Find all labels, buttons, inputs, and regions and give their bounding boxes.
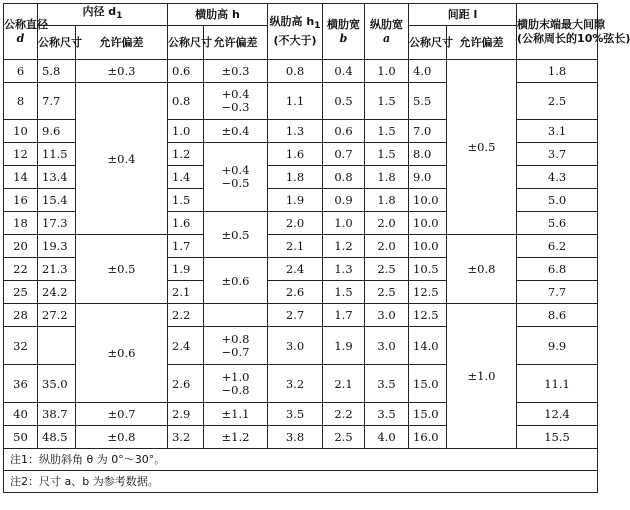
cell-a: 1.8 (365, 166, 409, 189)
header-h-tolerance: 允许偏差 (204, 26, 268, 60)
cell-d1: 7.7 (38, 83, 76, 120)
cell-b: 0.9 (323, 189, 365, 212)
cell-d: 14 (4, 166, 38, 189)
cell-l: 15.0 (409, 403, 447, 426)
tolerance-upper: +0.4 (221, 87, 250, 101)
cell-gap: 1.8 (517, 60, 598, 83)
cell-h1: 2.6 (268, 281, 323, 304)
cell-h1: 1.6 (268, 143, 323, 166)
cell-l-tol: ±1.0 (447, 304, 517, 449)
cell-d: 18 (4, 212, 38, 235)
cell-l: 14.0 (409, 327, 447, 365)
cell-h-tol (204, 143, 268, 212)
cell-h-tol: ±0.3 (204, 60, 268, 83)
header-l-tolerance: 允许偏差 (447, 26, 517, 60)
cell-h: 2.4 (168, 327, 204, 365)
tolerance-lower: −0.3 (221, 100, 250, 114)
cell-gap: 15.5 (517, 426, 598, 449)
tolerance-lower: −0.5 (221, 176, 250, 190)
cell-gap: 11.1 (517, 365, 598, 403)
header-rib-width-symbol: b (339, 31, 348, 45)
cell-gap: 3.1 (517, 120, 598, 143)
cell-a: 3.0 (365, 327, 409, 365)
cell-l: 8.0 (409, 143, 447, 166)
cell-l: 5.5 (409, 83, 447, 120)
cell-h: 1.0 (168, 120, 204, 143)
cell-h1: 0.8 (268, 60, 323, 83)
cell-a: 3.0 (365, 304, 409, 327)
cell-a: 3.5 (365, 403, 409, 426)
cell-b: 0.7 (323, 143, 365, 166)
header-max-gap-note: (公称周长的10%弦长) (517, 31, 630, 45)
tolerance-lower: −0.7 (221, 344, 250, 359)
cell-d1-tol: ±0.4 (76, 83, 168, 235)
cell-h-tol (204, 327, 268, 365)
header-inner-diameter (38, 4, 168, 26)
cell-h1: 3.8 (268, 426, 323, 449)
cell-a: 1.5 (365, 120, 409, 143)
header-d1-size: 公称尺寸 (38, 26, 76, 60)
cell-d: 36 (4, 365, 38, 403)
header-nominal-diameter-label: 公称直径 (4, 17, 48, 31)
cell-h1: 2.1 (268, 235, 323, 258)
cell-d1-empty (38, 327, 76, 365)
cell-a: 3.5 (365, 365, 409, 403)
cell-h: 1.5 (168, 189, 204, 212)
cell-a: 2.0 (365, 212, 409, 235)
cell-b: 1.3 (323, 258, 365, 281)
tolerance-upper: +1.0 (221, 369, 250, 384)
cell-h: 3.2 (168, 426, 204, 449)
cell-b: 2.1 (323, 365, 365, 403)
cell-l: 12.5 (409, 304, 447, 327)
cell-d: 8 (4, 83, 38, 120)
cell-d: 50 (4, 426, 38, 449)
cell-gap: 5.6 (517, 212, 598, 235)
cell-h: 2.1 (168, 281, 204, 304)
cell-d1: 15.4 (38, 189, 76, 212)
cell-h-tol (204, 365, 268, 403)
cell-h-tol (204, 83, 268, 120)
cell-a: 2.0 (365, 235, 409, 258)
table-row (4, 60, 598, 83)
cell-gap: 2.5 (517, 83, 598, 120)
cell-d1: 13.4 (38, 166, 76, 189)
cell-gap: 8.6 (517, 304, 598, 327)
header-nominal-diameter-symbol: d (16, 31, 25, 45)
cell-h: 1.4 (168, 166, 204, 189)
cell-a: 1.8 (365, 189, 409, 212)
header-long-rib-height-note: (不大于) (273, 33, 317, 47)
cell-b: 1.5 (323, 281, 365, 304)
cell-h1: 2.0 (268, 212, 323, 235)
cell-d1: 38.7 (38, 403, 76, 426)
cell-h1: 1.9 (268, 189, 323, 212)
cell-h-tol: ±0.5 (204, 212, 268, 258)
cell-d1: 21.3 (38, 258, 76, 281)
cell-h1: 1.3 (268, 120, 323, 143)
cell-h: 1.7 (168, 235, 204, 258)
cell-h1: 1.1 (268, 83, 323, 120)
cell-l: 10.5 (409, 258, 447, 281)
cell-d1-tol: ±0.3 (76, 60, 168, 83)
cell-gap: 4.3 (517, 166, 598, 189)
cell-d1: 17.3 (38, 212, 76, 235)
cell-d1-tol: ±0.5 (76, 235, 168, 304)
cell-gap: 5.0 (517, 189, 598, 212)
header-l-size: 公称尺寸 (409, 26, 447, 60)
header-rib-height: 横肋高 h (168, 4, 268, 26)
cell-d: 40 (4, 403, 38, 426)
cell-d: 12 (4, 143, 38, 166)
cell-h1: 1.8 (268, 166, 323, 189)
cell-d: 6 (4, 60, 38, 83)
cell-d1: 5.8 (38, 60, 76, 83)
cell-h: 2.6 (168, 365, 204, 403)
cell-b: 1.2 (323, 235, 365, 258)
cell-gap: 6.8 (517, 258, 598, 281)
cell-a: 2.5 (365, 258, 409, 281)
cell-d1: 27.2 (38, 304, 76, 327)
cell-l: 15.0 (409, 365, 447, 403)
cell-d1: 35.0 (38, 365, 76, 403)
note-2: 注2：尺寸 a、b 为参考数据。 (4, 471, 598, 493)
cell-h1: 3.0 (268, 327, 323, 365)
cell-h: 2.9 (168, 403, 204, 426)
cell-gap: 7.7 (517, 281, 598, 304)
header-spacing: 间距 l (409, 4, 517, 26)
table-row (4, 235, 598, 258)
note-1: 注1：纵肋斜角 θ 为 0°～30°。 (4, 449, 598, 471)
cell-d: 22 (4, 258, 38, 281)
cell-l: 10.0 (409, 189, 447, 212)
header-rib-width (323, 4, 365, 60)
header-max-gap-label: 横肋末端最大间隙 (517, 17, 606, 31)
cell-a: 2.5 (365, 281, 409, 304)
note-row (4, 471, 598, 493)
cell-gap: 12.4 (517, 403, 598, 426)
header-rib-width-label: 横肋宽 (327, 17, 361, 31)
cell-b: 0.8 (323, 166, 365, 189)
cell-d1-tol: ±0.8 (76, 426, 168, 449)
tolerance-upper: +0.8 (221, 331, 250, 346)
header-d1-tolerance: 允许偏差 (76, 26, 168, 60)
cell-a: 1.0 (365, 60, 409, 83)
cell-gap: 9.9 (517, 327, 598, 365)
cell-h-tol: ±1.1 (204, 403, 268, 426)
cell-h1: 2.4 (268, 258, 323, 281)
cell-a: 1.5 (365, 143, 409, 166)
cell-l-tol: ±0.8 (447, 235, 517, 304)
header-long-rib-width-symbol: a (382, 31, 391, 45)
cell-b: 2.2 (323, 403, 365, 426)
cell-d1: 48.5 (38, 426, 76, 449)
cell-h1: 3.2 (268, 365, 323, 403)
cell-h: 1.2 (168, 143, 204, 166)
cell-l: 10.0 (409, 212, 447, 235)
cell-d1-tol: ±0.7 (76, 403, 168, 426)
header-long-rib-height-label: 纵肋高 h (269, 15, 315, 29)
cell-l: 16.0 (409, 426, 447, 449)
header-long-rib-width (365, 4, 409, 60)
cell-d: 16 (4, 189, 38, 212)
header-inner-diameter-sub: 1 (116, 10, 123, 22)
rebar-dimension-table (3, 3, 630, 493)
cell-b: 1.7 (323, 304, 365, 327)
cell-gap: 3.7 (517, 143, 598, 166)
header-long-rib-height-sub: 1 (314, 20, 321, 32)
cell-h-tol: ±0.6 (204, 258, 268, 304)
header-nominal-diameter (4, 4, 48, 60)
cell-l: 7.0 (409, 120, 447, 143)
cell-d1: 11.5 (38, 143, 76, 166)
cell-b: 0.4 (323, 60, 365, 83)
cell-l: 12.5 (409, 281, 447, 304)
note-row (4, 449, 598, 471)
cell-gap: 6.2 (517, 235, 598, 258)
cell-d1: 24.2 (38, 281, 76, 304)
cell-d: 25 (4, 281, 38, 304)
cell-d: 10 (4, 120, 38, 143)
header-long-rib-height (268, 4, 323, 60)
header-inner-diameter-label: 内径 d (82, 5, 117, 19)
table-row (4, 304, 598, 327)
cell-d: 20 (4, 235, 38, 258)
cell-h: 2.2 (168, 304, 204, 327)
cell-h: 1.9 (168, 258, 204, 281)
tolerance-lower: −0.8 (221, 382, 250, 397)
header-max-gap (517, 4, 630, 60)
cell-b: 2.5 (323, 426, 365, 449)
cell-h-tol: ±1.2 (204, 426, 268, 449)
cell-b: 0.5 (323, 83, 365, 120)
cell-l: 10.0 (409, 235, 447, 258)
cell-l-tol: ±0.5 (447, 60, 517, 235)
cell-b: 1.0 (323, 212, 365, 235)
cell-b: 1.9 (323, 327, 365, 365)
cell-a: 4.0 (365, 426, 409, 449)
cell-a: 1.5 (365, 83, 409, 120)
cell-h-tol-empty (204, 304, 268, 327)
cell-b: 0.6 (323, 120, 365, 143)
cell-d1-tol: ±0.6 (76, 304, 168, 403)
cell-h1: 2.7 (268, 304, 323, 327)
cell-h1: 3.5 (268, 403, 323, 426)
cell-h: 0.8 (168, 83, 204, 120)
cell-l: 4.0 (409, 60, 447, 83)
cell-d: 28 (4, 304, 38, 327)
cell-d1: 19.3 (38, 235, 76, 258)
tolerance-upper: +0.4 (221, 163, 250, 177)
cell-h: 0.6 (168, 60, 204, 83)
cell-h-tol: ±0.4 (204, 120, 268, 143)
cell-d1: 9.6 (38, 120, 76, 143)
header-h-size: 公称尺寸 (168, 26, 204, 60)
cell-d: 32 (4, 327, 38, 365)
cell-l: 9.0 (409, 166, 447, 189)
header-long-rib-width-label: 纵肋宽 (370, 17, 404, 31)
cell-h: 1.6 (168, 212, 204, 235)
